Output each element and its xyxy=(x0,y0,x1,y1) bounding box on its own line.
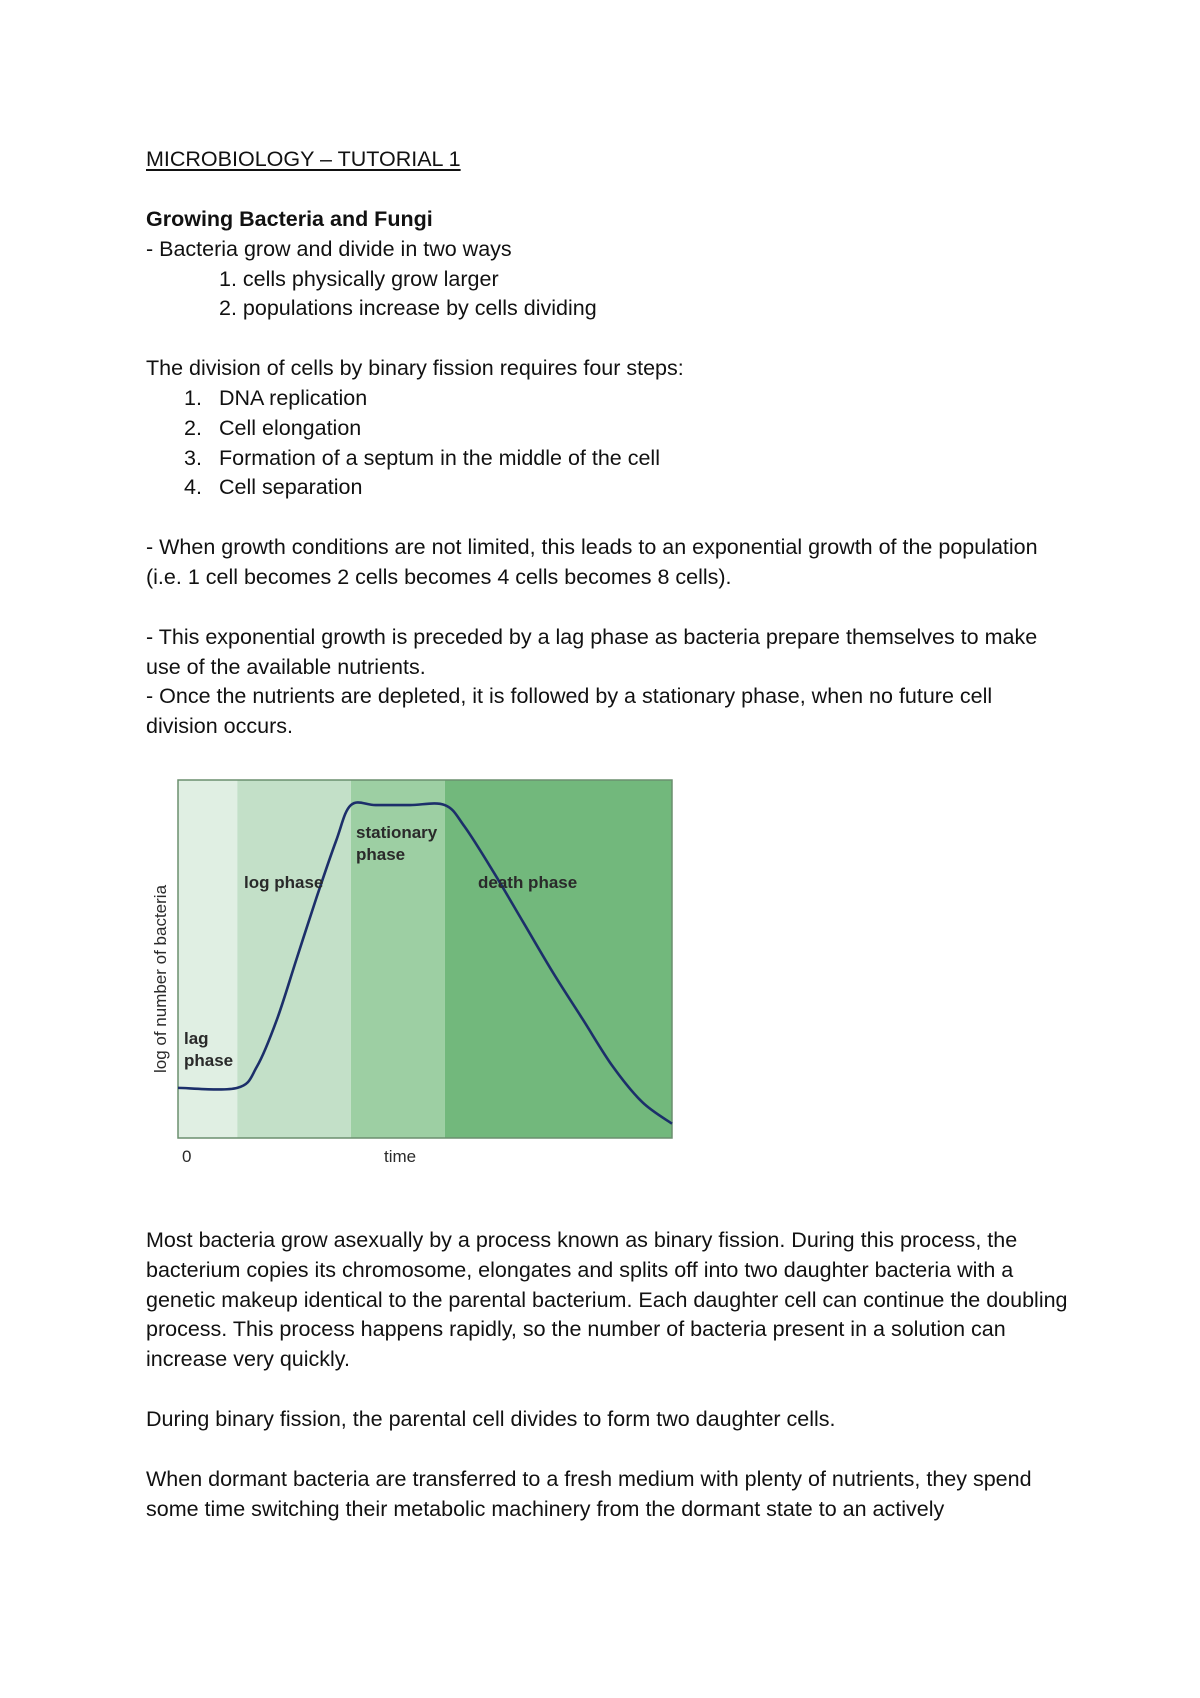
phase-label-line: phase xyxy=(356,845,406,864)
list-item xyxy=(146,414,1066,444)
phase-label-line: stationary xyxy=(356,823,438,842)
section-heading: Growing Bacteria and Fungi xyxy=(146,207,433,231)
paragraph-daughter-cells: During binary fission, the parental cell divides to form two daughter cells. xyxy=(146,1406,836,1431)
document-body xyxy=(146,145,1066,742)
list-item xyxy=(146,444,1066,474)
growth-curve-figure xyxy=(146,770,686,1180)
list-item xyxy=(146,384,1066,414)
list-number: 4. xyxy=(184,475,202,500)
list-text: Cell elongation xyxy=(219,415,362,440)
ways-item-1: 1. cells physically grow larger xyxy=(219,266,499,291)
phase-label-line: lag xyxy=(184,1029,209,1048)
list-number: 3. xyxy=(184,445,202,470)
phase-label-line: death phase xyxy=(478,873,578,892)
paragraph-lag: - This exponential growth is preceded by a lag phase as bacteria prepare themselves to make use of the available nutrients. xyxy=(146,624,1038,679)
paragraph-stationary: - Once the nutrients are depleted, it is followed by a stationary phase, when no future cell division occurs. xyxy=(146,684,993,739)
paragraph-exponential: - When growth conditions are not limited, this leads to an exponential growth of the population (i.e. 1 cell becomes 2 cells becomes 4 cells becomes 8 cells). xyxy=(146,535,1038,589)
phase-label-log xyxy=(244,873,323,892)
ways-item-2: 2. populations increase by cells dividing xyxy=(219,296,597,321)
x-axis-label: time xyxy=(384,1147,417,1166)
y-axis-label: log of number of bacteria xyxy=(151,884,170,1074)
intro-line: - Bacteria grow and divide in two ways xyxy=(146,236,512,261)
list-text: Formation of a septum in the middle of the cell xyxy=(219,445,660,470)
phase-label-line: phase xyxy=(184,1051,234,1070)
phase-label-death xyxy=(478,873,577,892)
list-number: 1. xyxy=(184,385,202,410)
paragraph-binary-fission: Most bacteria grow asexually by a process known as binary fission. During this process, the bacterium copies its chromosome, elongates and splits off into two daughter bacteria with a genetic makeup identical to the parental bacterium. Each daughter cell can continue the doubling process. This process happens rapidly, so the number of bacteria present in a solution can increase very quickly. xyxy=(146,1228,1068,1372)
list-text: DNA replication xyxy=(219,385,368,410)
growth-curve-chart xyxy=(146,770,686,1180)
page-title: MICROBIOLOGY – TUTORIAL 1 xyxy=(146,147,461,171)
list-text: Cell separation xyxy=(219,475,363,500)
phase-band-log xyxy=(237,780,351,1138)
paragraph-dormant: When dormant bacteria are transferred to a fresh medium with plenty of nutrients, they spend some time switching their metabolic machinery from the dormant state to an actively xyxy=(146,1466,1032,1521)
fission-intro: The division of cells by binary fission requires four steps: xyxy=(146,356,684,381)
list-item xyxy=(146,473,1066,503)
phase-band-death xyxy=(445,780,672,1138)
document-body-continued xyxy=(146,1226,1076,1524)
list-number: 2. xyxy=(184,415,202,440)
fission-steps-list xyxy=(146,384,1066,503)
phase-band-lag xyxy=(178,780,237,1138)
x-tick-label: 0 xyxy=(182,1147,192,1166)
phase-label-line: log phase xyxy=(244,873,324,892)
